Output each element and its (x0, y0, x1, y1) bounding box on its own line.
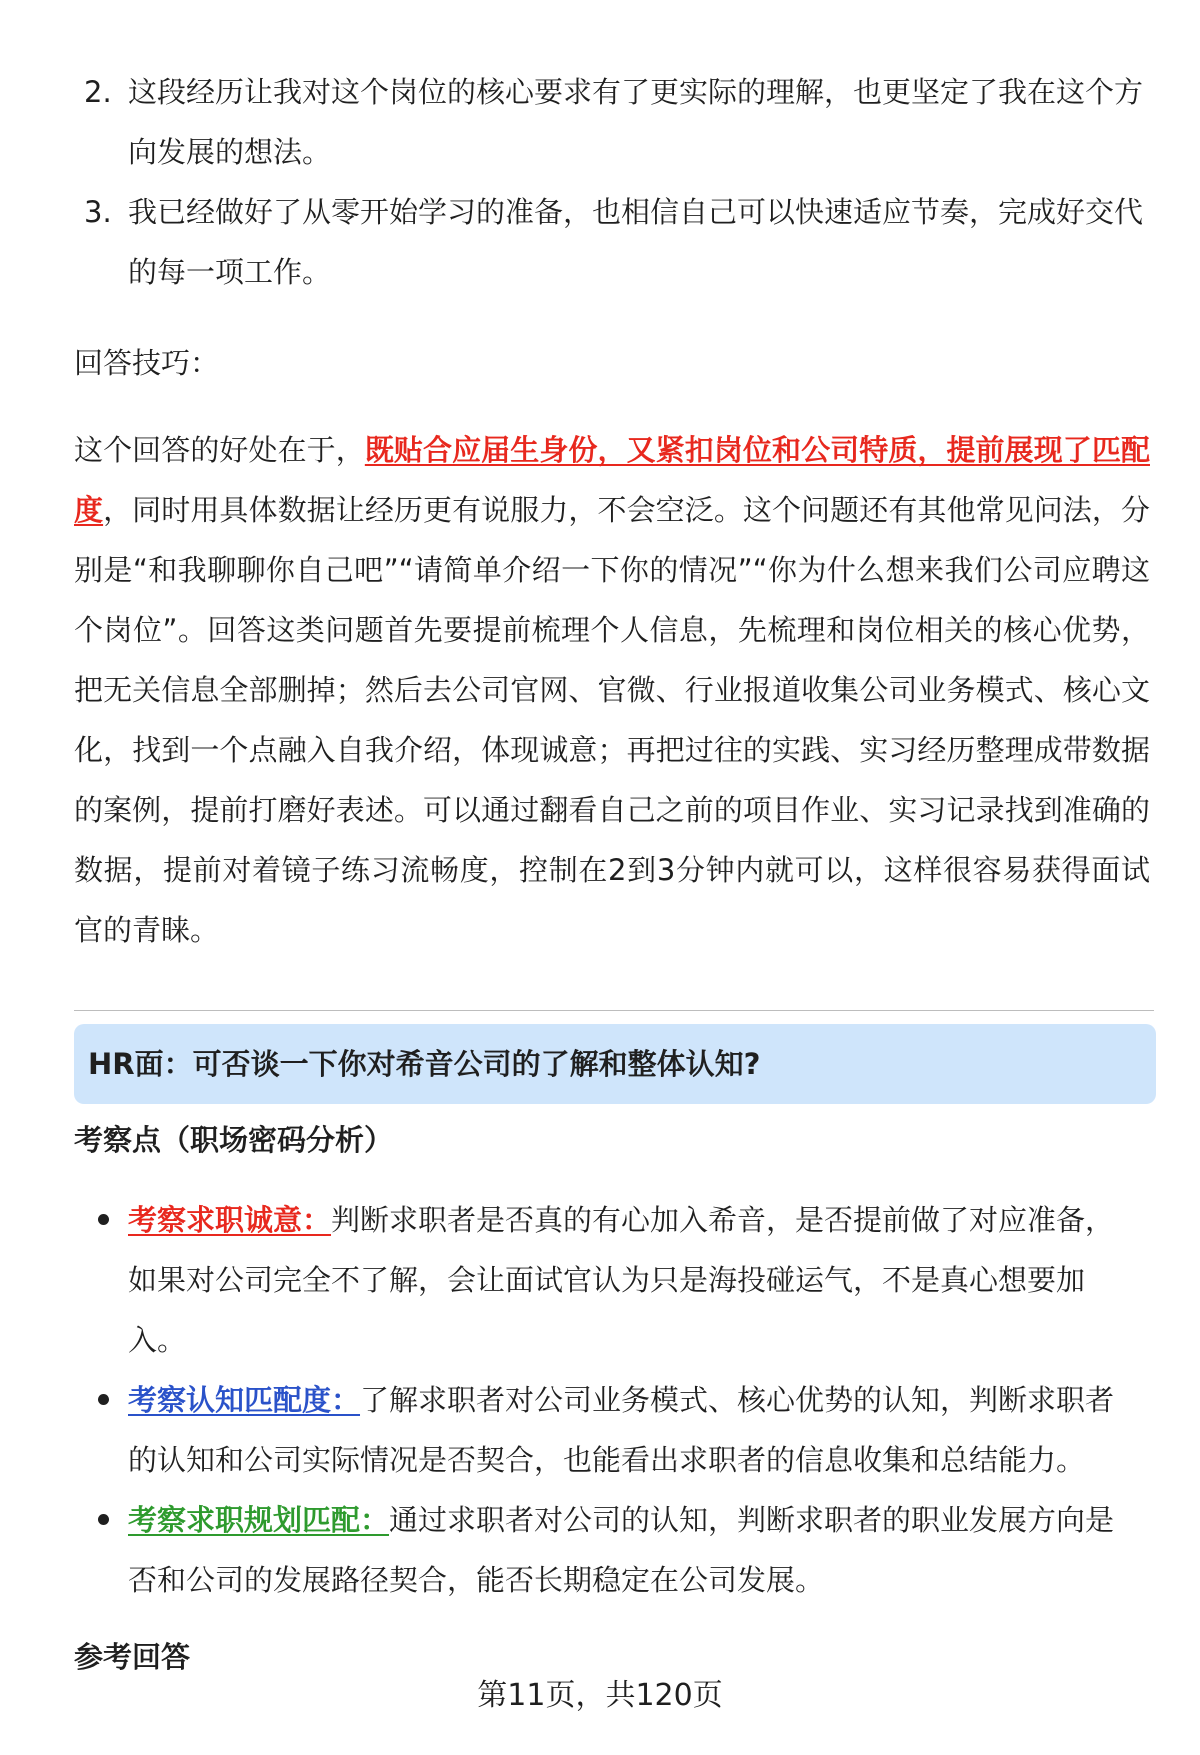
bullet-dot-icon (98, 1214, 109, 1225)
tips-paragraph (74, 420, 1150, 960)
exam-point-label: 考察认知匹配度： (128, 1383, 361, 1417)
list-item-text: 我已经做好了从零开始学习的准备，也相信自己可以快速适应节奏，完成好交代的每一项工作。 (128, 195, 1144, 289)
tips-highlight: 既贴合应届生身份，又紧扣岗位和公司特质，提前展现了匹配度 (74, 433, 1150, 527)
tips-intro: 这个回答的好处在于， (74, 433, 365, 467)
section-divider (74, 1010, 1154, 1011)
list-number: 3. (84, 195, 112, 229)
list-item (74, 182, 1154, 302)
exam-point-label: 考察求职规划匹配： (128, 1503, 390, 1537)
exam-point-text: 判断求职者是否真的有心加入希音，是否提前做了对应准备，如果对公司完全不了解，会让面试官认为只是海投碰运气，不是真心想要加入。 (128, 1203, 1115, 1357)
tips-body: ，同时用具体数据让经历更有说服力，不会空泛。这个问题还有其他常见问法，分别是“和我聊聊你自己吧”“请简单介绍一下你的情况”“你为什么想来我们公司应聘这个岗位”。回答这类问题首先要提前梳理个人信息，先梳理和岗位相关的核心优势，把无关信息全部删掉；然后去公司官网、官微、行业报道收集公司业务模式、核心文化，找到一个点融入自我介绍，体现诚意；再把过往的实践、实习经历整理成带数据的案例，提前打磨好表述。可以通过翻看自己之前的项目作业、实习记录找到准确的数据，提前对着镜子练习流畅度，控制在2到3分钟内就可以，这样很容易获得面试官的青睐。 (74, 493, 1150, 947)
numbered-list (74, 62, 1154, 302)
bullet-dot-icon (98, 1514, 109, 1525)
reference-answer-heading: 参考回答 (74, 1640, 191, 1674)
list-item (74, 62, 1154, 182)
page-number: 第11页，共120页 (477, 1678, 723, 1713)
question-title: HR面：可否谈一下你对希音公司的了解和整体认知? (88, 1047, 761, 1081)
tips-label: 回答技巧： (74, 346, 220, 380)
exam-point-text: 通过求职者对公司的认知，判断求职者的职业发展方向是否和公司的发展路径契合，能否长期稳定在公司发展。 (128, 1503, 1115, 1597)
question-banner (74, 1024, 1156, 1104)
exam-points-heading: 考察点（职场密码分析） (74, 1123, 394, 1157)
exam-point-label: 考察求职诚意： (128, 1203, 332, 1237)
list-number: 2. (84, 75, 112, 109)
list-item (74, 1490, 1154, 1610)
bullet-dot-icon (98, 1394, 109, 1405)
list-item (74, 1190, 1154, 1370)
list-item-text: 这段经历让我对这个岗位的核心要求有了更实际的理解，也更坚定了我在这个方向发展的想法。 (128, 75, 1144, 169)
exam-points-list (74, 1190, 1154, 1610)
list-item (74, 1370, 1154, 1490)
exam-point-text: 了解求职者对公司业务模式、核心优势的认知，判断求职者的认知和公司实际情况是否契合，也能看出求职者的信息收集和总结能力。 (128, 1383, 1115, 1477)
